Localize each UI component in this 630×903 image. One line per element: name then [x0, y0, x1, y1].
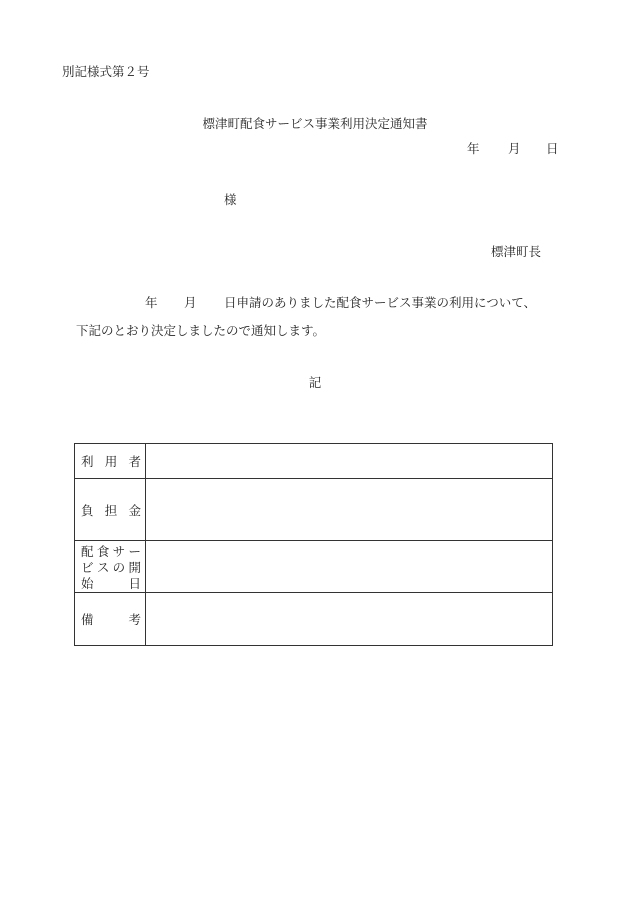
date-month-label: 月	[508, 141, 521, 156]
remarks-value-cell[interactable]	[146, 593, 553, 646]
start-date-label-char: の	[112, 559, 126, 575]
table-row-user	[75, 444, 553, 479]
table-row-burden	[75, 479, 553, 541]
form-number: 別記様式第２号	[62, 64, 150, 79]
issuer-name: 標津町長	[491, 244, 542, 259]
remarks-label-cell	[75, 593, 146, 646]
application-month-label: 月	[184, 295, 197, 310]
ki-heading: 記	[308, 375, 322, 390]
start-date-value-cell[interactable]	[146, 541, 553, 593]
date-day-label: 日	[546, 141, 559, 156]
start-date-label-char: 配	[81, 543, 94, 559]
burden-label-char: 担	[104, 502, 118, 518]
application-year-label: 年	[145, 295, 158, 310]
start-date-label-cell	[75, 541, 146, 593]
start-date-label-char: 食	[96, 543, 110, 559]
remarks-label-char: 考	[128, 612, 141, 627]
user-label-char: 用	[104, 454, 118, 469]
document-title: 標津町配食サービス事業利用決定通知書	[202, 116, 428, 131]
table-row-start-date	[75, 541, 553, 593]
user-label-char: 者	[128, 454, 141, 469]
date-year-label: 年	[467, 141, 480, 156]
user-label-cell	[75, 444, 146, 479]
start-date-label-char: ス	[96, 559, 110, 575]
start-date-label-char: サ	[112, 543, 126, 559]
start-date-label-char: ビ	[81, 559, 94, 575]
start-date-label-char: 日	[128, 575, 141, 591]
addressee-honorific: 様	[224, 192, 237, 207]
remarks-label-char: 備	[81, 612, 94, 627]
start-date-label-char: ー	[128, 543, 141, 559]
start-date-label-char: 始	[81, 575, 94, 591]
burden-label-cell	[75, 479, 146, 541]
user-label-char: 利	[81, 454, 94, 469]
user-value-cell[interactable]	[146, 444, 553, 479]
table-row-remarks	[75, 593, 553, 646]
burden-label-char: 金	[128, 502, 141, 518]
start-date-label-char: 開	[128, 559, 141, 575]
burden-value-cell[interactable]	[146, 479, 553, 541]
burden-label-char: 負	[81, 502, 94, 518]
body-text-line-2: 下記のとおり決定しましたので通知します。	[76, 323, 326, 338]
body-text-line-1: 日申請のありました配食サービス事業の利用について、	[224, 295, 537, 310]
decision-table	[74, 443, 553, 646]
